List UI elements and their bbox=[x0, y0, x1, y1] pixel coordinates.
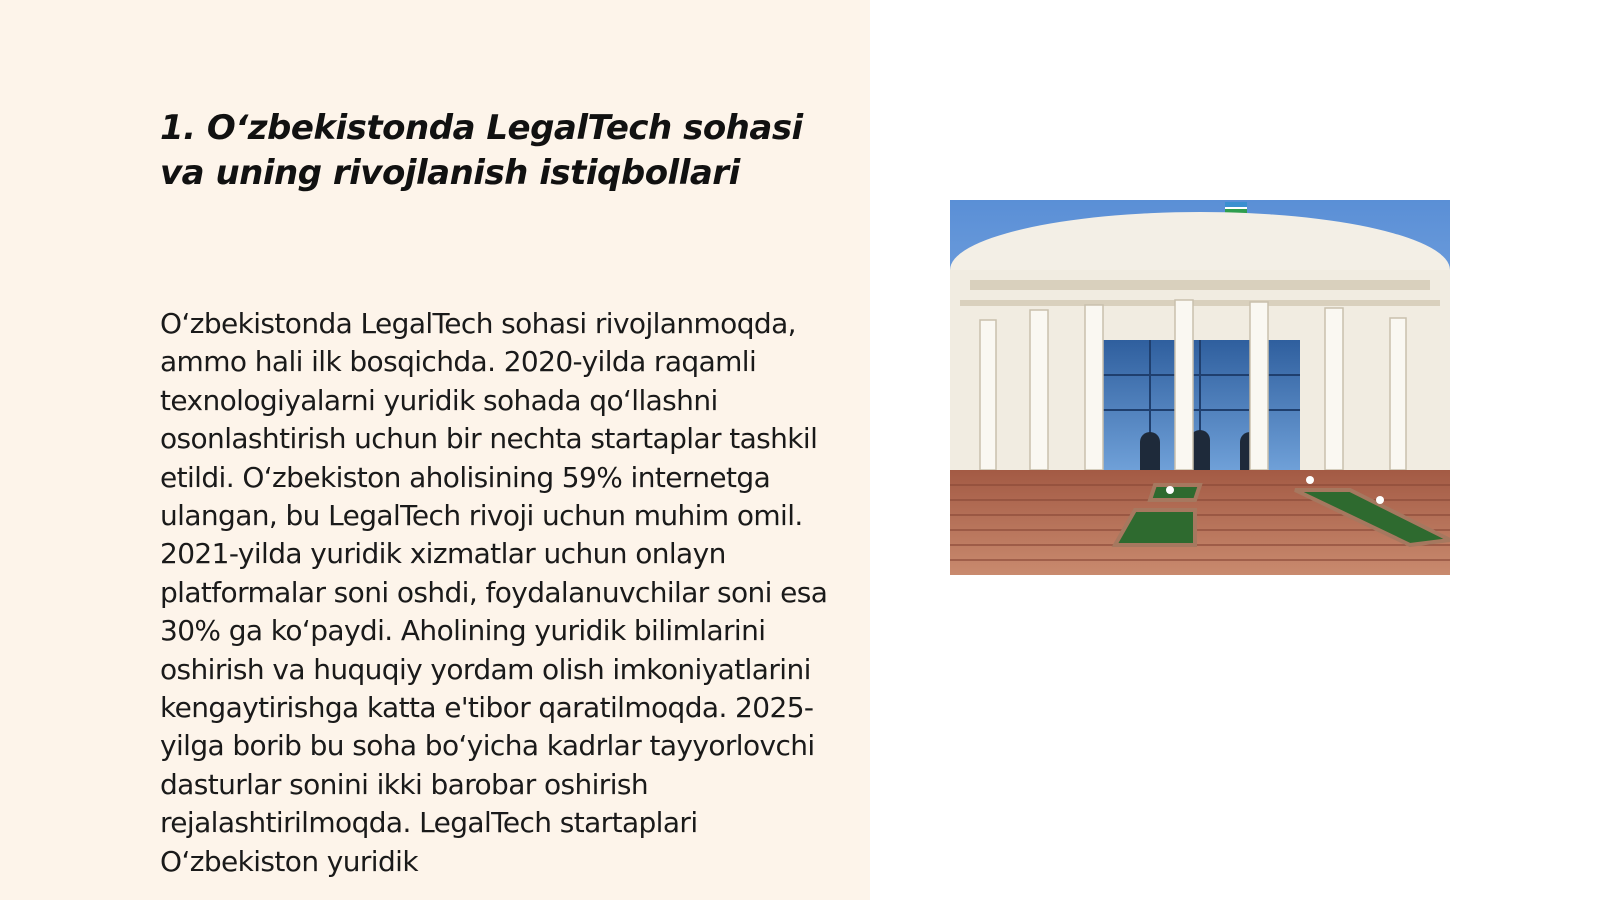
slide-body-text: O‘zbekistonda LegalTech sohasi rivojlanmoqda, ammo hali ilk bosqichda. 2020-yilda raqamli texnologiyalarni yuridik sohada qo‘llashni osonlashtirish uchun bir nechta startaplar tashkil etildi. O‘zbekiston aholisining 59% internetga ulangan, bu LegalTech rivoji uchun muhim omil. 2021-yilda yuridik xizmatlar uchun onlayn platformalar soni oshdi, foydalanuvchilar soni esa 30% ga ko‘paydi. Aholining yuridik bilimlarini oshirish va huquqiy yordam olish imkoniyatlarini kengaytirishga katta e'tibor qaratilmoqda. 2025-yilga borib bu soha bo‘yicha kadrlar tayyorlovchi dasturlar sonini ikki barobar oshirish rejalashtirilmoqda. LegalTech startaplari O‘zbekiston yuridik bbox=[160, 307, 828, 878]
building-photo bbox=[950, 200, 1450, 575]
slide-title: 1. O‘zbekistonda LegalTech sohasi va uning rivojlanish istiqbollari bbox=[160, 108, 803, 193]
